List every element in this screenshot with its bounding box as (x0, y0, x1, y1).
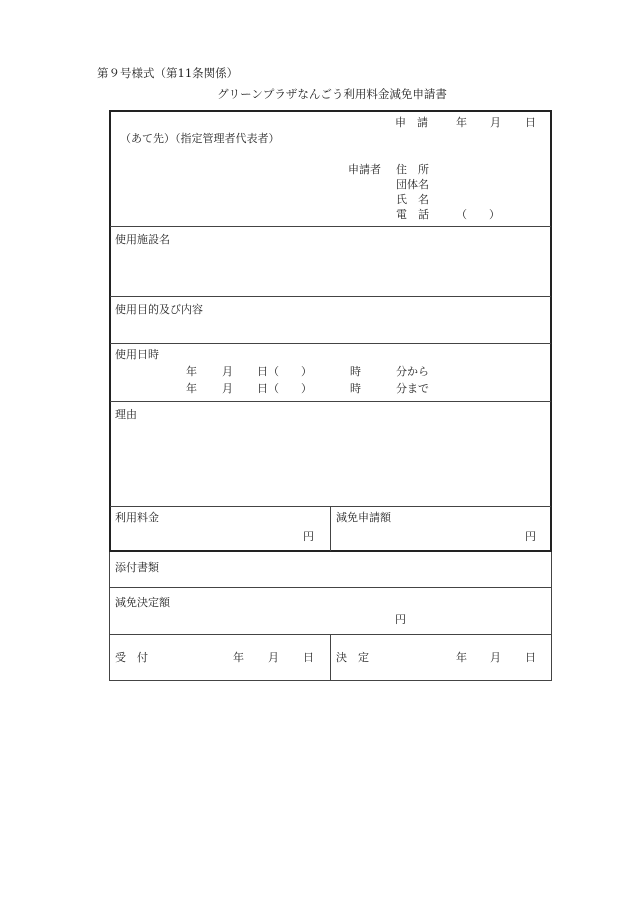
apply-label: 申 請 (395, 116, 428, 129)
fee-unit: 円 (303, 530, 314, 543)
phone-label: 電 話 (396, 208, 429, 221)
reason-label: 理由 (115, 408, 137, 421)
reception-year: 年 (233, 651, 244, 664)
name-label: 氏 名 (396, 193, 429, 206)
apply-day: 日 (525, 116, 536, 129)
attachments-label: 添付書類 (115, 561, 159, 574)
start-day: 日（ ） (257, 365, 312, 378)
decision-month: 月 (490, 651, 501, 664)
start-month: 月 (222, 365, 233, 378)
fee-label: 利用料金 (115, 511, 159, 524)
reception-label: 受 付 (115, 651, 148, 664)
divider (110, 343, 551, 344)
document-title: グリーンプラザなんごう利用料金減免申請書 (217, 87, 447, 101)
end-year: 年 (186, 382, 197, 395)
divider (110, 226, 551, 227)
start-hour: 時 (350, 365, 361, 378)
end-hour: 時 (350, 382, 361, 395)
reception-day: 日 (303, 651, 314, 664)
form-number: 第９号様式（第11条関係） (97, 66, 239, 80)
dates-label: 使用日時 (115, 348, 159, 361)
addressee: （あて先）（指定管理者代表者） (120, 132, 280, 145)
start-year: 年 (186, 365, 197, 378)
decision-label: 決 定 (336, 651, 369, 664)
facility-label: 使用施設名 (115, 233, 170, 246)
address-label: 住 所 (396, 163, 429, 176)
application-frame (109, 110, 552, 552)
reduction-request-label: 減免申請額 (336, 511, 391, 524)
reduction-decision-label: 減免決定額 (115, 596, 170, 609)
decision-year: 年 (456, 651, 467, 664)
purpose-label: 使用目的及び内容 (115, 303, 203, 316)
group-name-label: 団体名 (396, 178, 429, 191)
end-day: 日（ ） (257, 382, 312, 395)
divider (110, 401, 551, 402)
applicant-label: 申請者 (348, 163, 381, 176)
end-minute: 分まで (396, 382, 429, 395)
apply-year: 年 (456, 116, 467, 129)
column-divider (330, 506, 331, 551)
reception-month: 月 (268, 651, 279, 664)
divider (110, 296, 551, 297)
start-minute: 分から (396, 365, 429, 378)
column-divider (330, 634, 331, 681)
reduction-decision-unit: 円 (395, 613, 406, 626)
decision-day: 日 (525, 651, 536, 664)
apply-month: 月 (490, 116, 501, 129)
phone-area-code: （ ） (456, 208, 500, 221)
reduction-request-unit: 円 (525, 530, 536, 543)
divider (109, 587, 552, 588)
end-month: 月 (222, 382, 233, 395)
